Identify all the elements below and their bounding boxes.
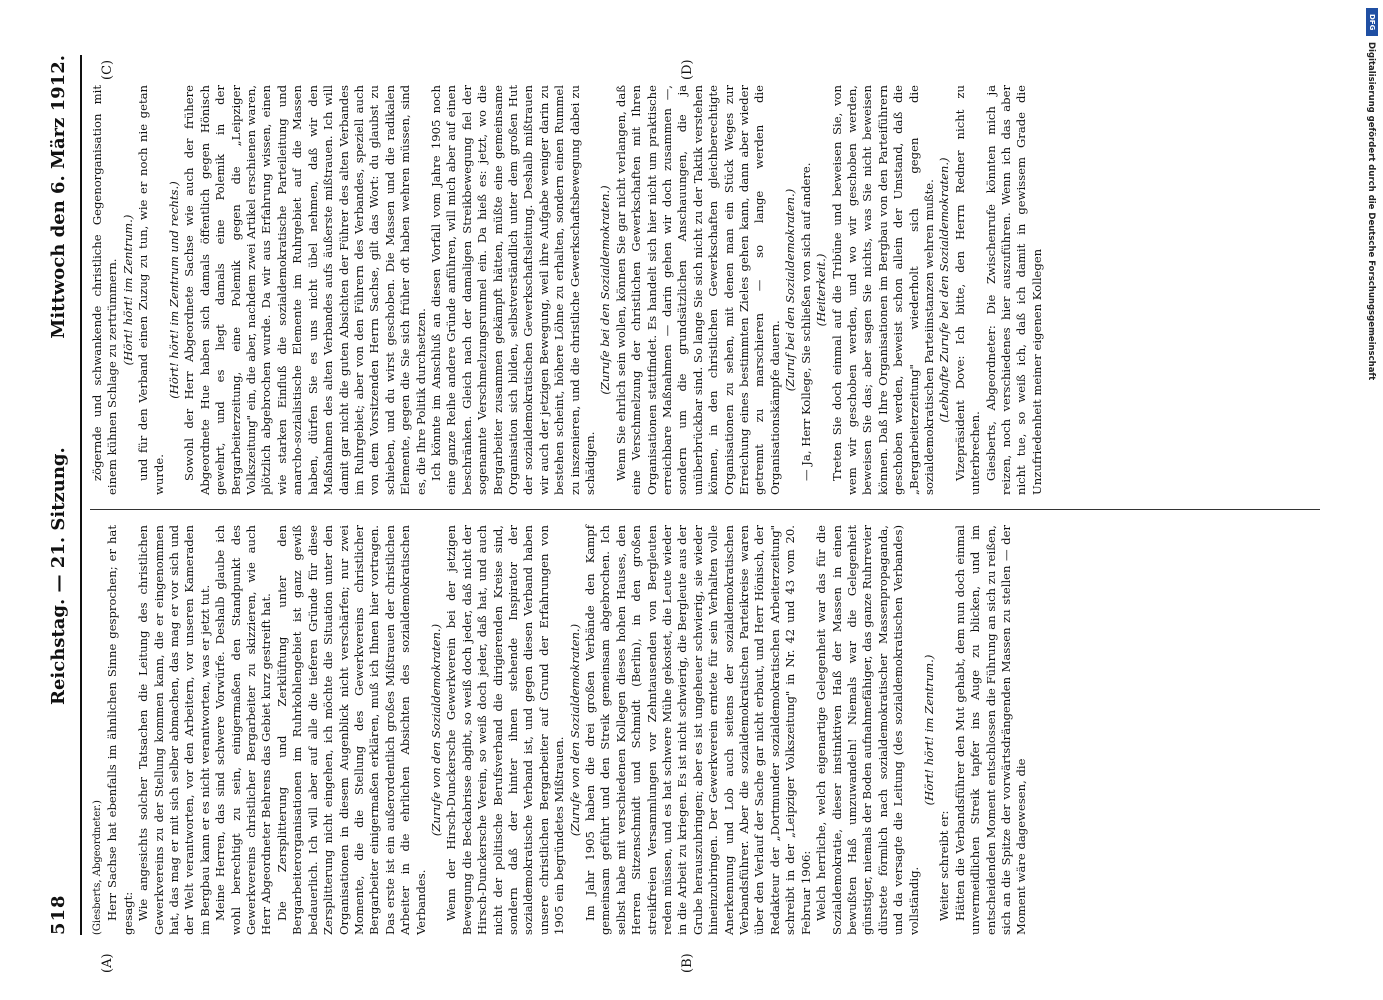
margin-marker-c: (C) — [100, 59, 115, 80]
paragraph: — Ja, Herr Kollege, Sie schließen von sich auf andere. — [798, 162, 813, 481]
paragraph: Herr Sachse hat ebenfalls im ähnlichen Sinne gesprochen; er hat gesagt: — [105, 525, 135, 935]
paragraph: Meine Herren, das sind schwere Vorwürfe. Deshalb glaube ich wohl berechtigt zu sein, einigermaßen den Standpunkt des Gewerkvereins christlicher Bergarbeiter zu skizzieren, wie auch Herr Abgeordneter Behrens das Gebiet kurz gestreift hat. — [213, 525, 274, 935]
paragraph: Hätten die Verbandsführer den Mut gehabt, dem nun doch einmal unvermeidlichen Streik tapfer ins Auge zu blicken, und im entscheidenden Moment entschlossen die Führung an sich zu reißen, sich an die Spitze der vorwärtsdrängenden Massen zu stellen — der Moment wäre dagewesen, die — [952, 525, 1029, 935]
interjection: (Zurufe von den Sozialdemokraten.) — [428, 623, 443, 837]
paragraph: Die Zersplitterung und Zerklüftung unter den Bergarbeiterorganisationen im Ruhrkohlengebiet ist ganz gewiß bedauerlich. Ich will aber auf alle die tieferen Gründe für diese Zersplitterung nicht eingehen, ich möchte die Situation unter den Organisationen in diesem Augenblick nicht verschärfen; nur zwei Momente, die die Stellung des Gewerkvereins christlicher Bergarbeiter einigermaßen erklären, muß ich Ihnen hier vortragen. Das erste ist ein außerordentlich großes Mißtrauen der christlichen Arbeiter in die ehrlichen Absichten des sozialdemokratischen Verbandes. — [274, 525, 428, 935]
paragraph: Wenn der Hirsch-Dunckersche Gewerkverein bei der jetzigen Bewegung die Beckabrisse abgibt, so weiß doch jeder, daß nicht der Hirsch-Dunckersche Verein, so weiß doch jeder, daß hat, und auch nicht der politische Berufsverband die dirigierenden Kreise sind, sondern daß der hinter ihnen stehende Inspirator der sozialdemokratische Verband ist, und gegen diesen Verband haben unsere christlichen Bergarbeiter auf Grund der Erfahrungen von 1905 ein begründetes Mißtrauen. — [444, 525, 567, 935]
interjection: (Hört! hört! im Zentrum und rechts.) — [167, 181, 182, 399]
page-header — [40, 55, 82, 935]
speaker-line: (Giesberts, Abgeordneter.) — [92, 800, 103, 935]
interjection: (Zurufe von den Sozialdemokraten.) — [567, 623, 582, 837]
rotated-page — [40, 55, 1330, 973]
paragraph: Im Jahr 1905 haben die drei großen Verbände den Kampf gemeinsam geführt und den Streik gemeinsam abgebrochen. Ich selbst habe mit verschiedenen Kollegen dieses hohen Hauses, den Herren Sitzenschmidt und Schmidt (Berlin), in den großen streikfreien Versammlungen vor Zehntausenden von Bergleuten reden müssen, und es hat schwere Mühe gekostet, die Leute wieder in die Arbeit zu kriegen. Es ist nicht schwierig, die Bergleute aus der Grube herauszubringen; aber es ist ungeheuer schwierig, sie wieder hineinzubringen. Der Gewerkverein erntete für sein Verhalten volle Anerkennung und Lob auch seitens der sozialdemokratischen Verbandsführer. Aber die sozialdemokratischen Parteikreise waren über den Verlauf der Sache gar nicht erbaut, und Herr Hönisch, der Redakteur der „Dortmunder sozialdemokratischen Arbeiterzeitung" schreibt in der „Leipziger Volkszeitung" in Nr. 42 und 43 vom 20. Februar 1906: — [583, 525, 813, 935]
paragraph: Wenn Sie ehrlich sein wollen, können Sie gar nicht verlangen, daß eine Verschmelzung der christlichen Gewerkschaften mit Ihren Organisationen stattfindet. Es handelt sich hier nicht um praktische erreichbare Maßnahmen — darin gehen wir doch zusammen —, sondern um die grundsätzlichen Anschauungen, die ja unüberbrückbar sind. So lange Sie sich nicht zu der Taktik verstehen können, in den christlichen Gewerkschaften gleichberechtigte Organisationen zu sehen, mit denen man ein Stück Weges zur Erreichung eines bestimmten Zieles gehen kann, dann aber wieder getrennt zu marschieren — so lange werden die Organisationskämpfe dauern. — [613, 85, 782, 495]
paragraph: Ich könnte im Anschluß an diesen Vorfall vom Jahre 1905 noch eine ganze Reihe andere Gründe anführen, will mich aber auf einen beschränken. Gleich nach der damaligen Streikbewegung fiel der sogenannte Verschmelzungsrummel ein. Da hieß es: jetzt, wo die Bergarbeiter zusammen gekämpft hätten, müßte eine gemeinsame Organisation sich bilden, selbstverständlich unter dem großen Hut der sozialdemokratischen Gewerkschaftsleitung. Deshalb mißtrauen wir auch der jetzigen Bewegung, weil ihre Aufgabe weniger darin zu bestehen scheint, höhere Löhne zu erhalten, sondern einen Rummel zu inszenieren, und die christliche Gewerkschaftsbewegung dabei zu schädigen. — [428, 85, 597, 495]
paragraph: zögernde und schwankende christliche Gegenorganisation mit einem kühnen Schlage zu zertrümmern. — [90, 85, 120, 495]
margin-marker-b: (B) — [680, 953, 695, 973]
header-date: Mittwoch den 6. März 1912. — [48, 55, 69, 339]
margin-marker-d: (D) — [680, 59, 695, 80]
paragraph: Sowohl der Herr Abgeordnete Sachse wie auch der frühere Abgeordnete Hue haben sich damals öffentlich gegen Hönisch gewehrt, und es liegt damals eine Polemik in der Bergarbeiterzeitung, eine Polemik gegen die „Leipziger Volkszeitung" ein, die aber, nachdem zwei Artikel erschienen waren, plötzlich abgebrochen wurde. Da wir aus Erfahrung wissen, einen wie starken Einfluß die sozialdemokratische Parteileitung und anarcho-sozialistische Elemente im Ruhrgebiet auf die Massen haben, dürfen Sie es uns nicht übel nehmen, daß wir den Maßnahmen des alten Verbandes aufs äußerste mißtrauen. Ich will damit gar nicht die guten Absichten der Führer des alten Verbandes im Ruhrgebiet; aber von den Führern des Verbandes, speziell auch von dem Vorsitzenden Herrn Sachse, gilt das Wort: du glaubst zu schieben, und du wirst geschoben. Die Massen und die radikalen Elemente, gegen die Sie sich früher oft haben wehren müssen, sind es, die Ihre Politik durchsetzen. — [182, 85, 428, 495]
digitization-credit: Digitalisierung gefördert durch die Deutsche Forschungsgemeinschaft — [1366, 42, 1376, 381]
column-divider — [90, 509, 1320, 510]
paragraph: Welch herrliche, welch eigenartige Gelegenheit war das für die Sozialdemokratie, dieser instinktiven Haß der Massen in einen bewußten Haß umzuwandeln! Niemals war die Gelegenheit günstiger, niemals der Boden aufnahmefähiger, das ganze Ruhrrevier dürstete förmlich nach sozialdemokratischer Massenpropaganda, und da versagte die Leitung (des sozialdemokratischen Verbandes) vollständig. — [814, 525, 921, 935]
paragraph: Giesberts, Abgeordneter: Die Zwischenrufe könnten mich ja reizen, noch verschiedenes hier auszuführen. Wenn ich das aber nicht tue, so weiß ich, daß ich damit in gewissem Grade die Unzufriedenheit meiner eigenen Kollegen — [983, 85, 1044, 495]
header-title: Reichstag. — 21. Sitzung. — [48, 447, 69, 705]
page-number: 518 — [48, 894, 69, 935]
paragraph: Vizepräsident Dove: Ich bitte, den Herrn Redner nicht zu unterbrechen. — [952, 85, 983, 495]
margin-marker-a: (A) — [100, 953, 115, 973]
paragraph: und für den Verband einen Zuzug zu tun, wie er noch nie getan wurde. — [136, 85, 166, 495]
interjection: (Lebhafte Zurufe bei den Sozialdemokraten.) — [937, 157, 952, 423]
paragraph: Treten Sie doch einmal auf die Tribüne und beweisen Sie, von wem wir geschoben werden, und wo wir geschoben werden, beweisen Sie das; aber sagen Sie nichts, was Sie nicht beweisen können. Daß Ihre Organisationen im Bergbau von den Parteiführern geschoben werden, beweist schon allein der Umstand, daß die „Bergarbeiterzeitung" wiederholt sich gegen die sozialdemokratischen Parteiinstanzen wehren mußte. — [829, 85, 936, 495]
paragraph: Weiter schreibt er: — [937, 810, 952, 921]
dfg-logo: DFG — [1366, 8, 1378, 36]
paragraph: Wie angesichts solcher Tatsachen die Leitung des christlichen Gewerkvereins zu der Stellung kommen kann, die er eingenommen hat, das mag er mit sich selber abmachen, das mag er vor sich und der Welt verantworten, vor den Arbeitern, vor unseren Kameraden im Bergbau kann er es nicht verantworten, was er jetzt tut. — [136, 525, 212, 935]
interjection: (Hört! hört! im Zentrum.) — [921, 654, 936, 806]
interjection: (Hört! hört! im Zentrum.) — [120, 214, 135, 366]
digitization-stamp — [1366, 8, 1383, 1000]
right-column — [90, 85, 1045, 495]
interjection: (Zuruf bei den Sozialdemokraten.) — [783, 188, 798, 392]
interjection: (Heiterkeit.) — [814, 253, 829, 327]
interjection: (Zurufe bei den Sozialdemokraten.) — [598, 185, 613, 395]
left-column — [90, 525, 1030, 935]
